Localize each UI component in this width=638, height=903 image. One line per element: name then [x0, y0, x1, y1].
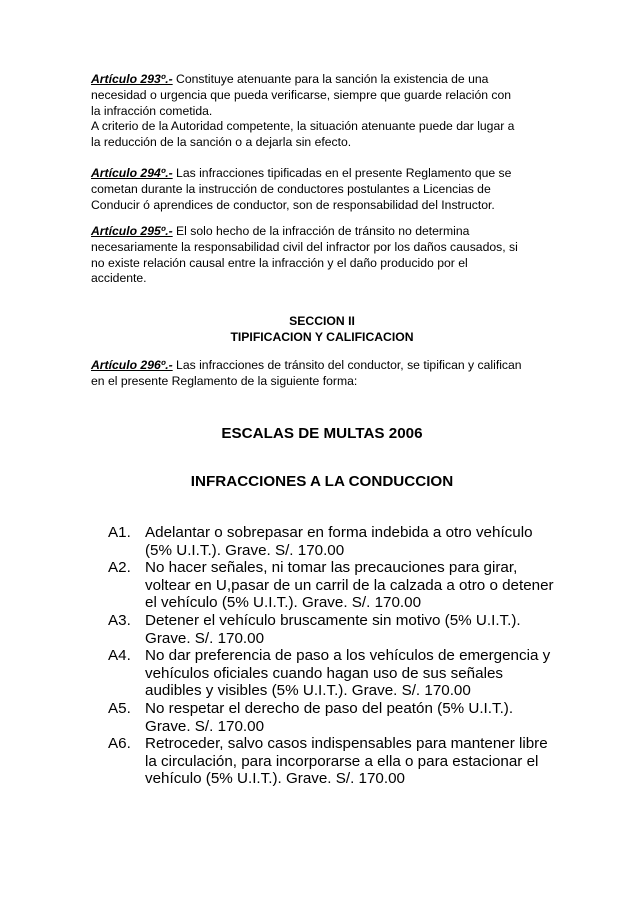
item-text-line: voltear en U,pasar de un carril de la calzada a otro o detener	[145, 576, 554, 594]
item-code: A3.	[108, 612, 131, 629]
article-text-line: en el presente Reglamento de la siguiente forma:	[91, 373, 358, 388]
scale-title: ESCALAS DE MULTAS 2006	[221, 425, 423, 442]
section-subtitle: TIPIFICACION Y CALIFICACION	[230, 330, 414, 344]
item-text-line: Retroceder, salvo casos indispensables para mantener libre	[145, 735, 548, 752]
article-heading: Artículo 295º.-	[91, 224, 173, 238]
article-first-line	[91, 166, 553, 182]
article-296	[91, 358, 553, 390]
item-text	[145, 612, 557, 647]
item-text-line: No respetar el derecho de paso del peatón (5% U.I.T.).	[145, 700, 514, 717]
article-text-line: A criterio de la Autoridad competente, la situación atenuante puede dar lugar a	[91, 119, 515, 134]
item-code: A4.	[108, 647, 131, 664]
item-code: A6.	[108, 735, 131, 752]
article-text-line: necesariamente la responsabilidad civil del infractor por los daños causados, si	[91, 239, 518, 254]
article-heading: Artículo 293º.-	[91, 72, 173, 86]
item-code: A1.	[108, 524, 131, 541]
item-text	[145, 735, 557, 788]
article-text-line: no existe relación causal entre la infracción y el daño producido por el	[91, 255, 468, 270]
article-first-line	[91, 358, 553, 374]
article-text-line: accidente.	[91, 271, 147, 286]
item-text-line: No hacer señales, ni tomar las precauciones para girar,	[145, 559, 518, 576]
article-first-line	[91, 224, 553, 240]
item-text-line: audibles y visibles (5% U.I.T.). Grave. S/. 170.00	[145, 682, 471, 700]
article-heading: Artículo 296º.-	[91, 358, 173, 372]
article-text-line: la infracción cometida.	[91, 103, 213, 118]
item-text-line: el vehículo (5% U.I.T.). Grave. S/. 170.00	[145, 594, 422, 612]
item-text-line: Detener el vehículo bruscamente sin motivo (5% U.I.T.).	[145, 612, 521, 629]
article-text: Constituye atenuante para la sanción la existencia de una	[172, 72, 489, 86]
item-code: A5.	[108, 700, 131, 717]
item-text	[145, 700, 557, 735]
article-text-line: Conducir ó aprendices de conductor, son de responsabilidad del Instructor.	[91, 197, 495, 212]
article-text: Las infracciones tipificadas en el presente Reglamento que se	[172, 166, 512, 180]
article-295	[91, 224, 553, 287]
article-text-line: necesidad o urgencia que pueda verificarse, siempre que guarde relación con	[91, 87, 512, 102]
article-293	[91, 72, 553, 151]
article-heading: Artículo 294º.-	[91, 166, 173, 180]
item-text-line: (5% U.I.T.). Grave. S/. 170.00	[145, 541, 345, 559]
article-text-line: la reducción de la sanción o a dejarla sin efecto.	[91, 135, 352, 150]
section-title: SECCION II	[289, 314, 355, 328]
item-code: A2.	[108, 559, 131, 576]
infractions-title: INFRACCIONES A LA CONDUCCION	[190, 473, 454, 490]
item-text-line: Grave. S/. 170.00	[145, 717, 265, 735]
article-text: Las infracciones de tránsito del conductor, se tipifican y califican	[172, 358, 522, 372]
item-text-line: la circulación, para incorporarse a ella o para estacionar el	[145, 752, 539, 770]
item-text-line: Grave. S/. 170.00	[145, 629, 265, 647]
item-text-line: No dar preferencia de paso a los vehículos de emergencia y	[145, 647, 551, 664]
article-294	[91, 166, 553, 213]
item-text	[145, 524, 557, 559]
item-text-line: vehículo (5% U.I.T.). Grave. S/. 170.00	[145, 770, 405, 788]
item-text	[145, 647, 557, 700]
item-text	[145, 559, 557, 612]
article-first-line	[91, 72, 553, 88]
article-text: El solo hecho de la infracción de tránsito no determina	[172, 224, 470, 238]
article-text-line: cometan durante la instrucción de conductores postulantes a Licencias de	[91, 181, 491, 196]
item-text-line: Adelantar o sobrepasar en forma indebida a otro vehículo	[145, 524, 533, 541]
item-text-line: vehículos oficiales cuando hagan uso de sus señales	[145, 664, 503, 682]
